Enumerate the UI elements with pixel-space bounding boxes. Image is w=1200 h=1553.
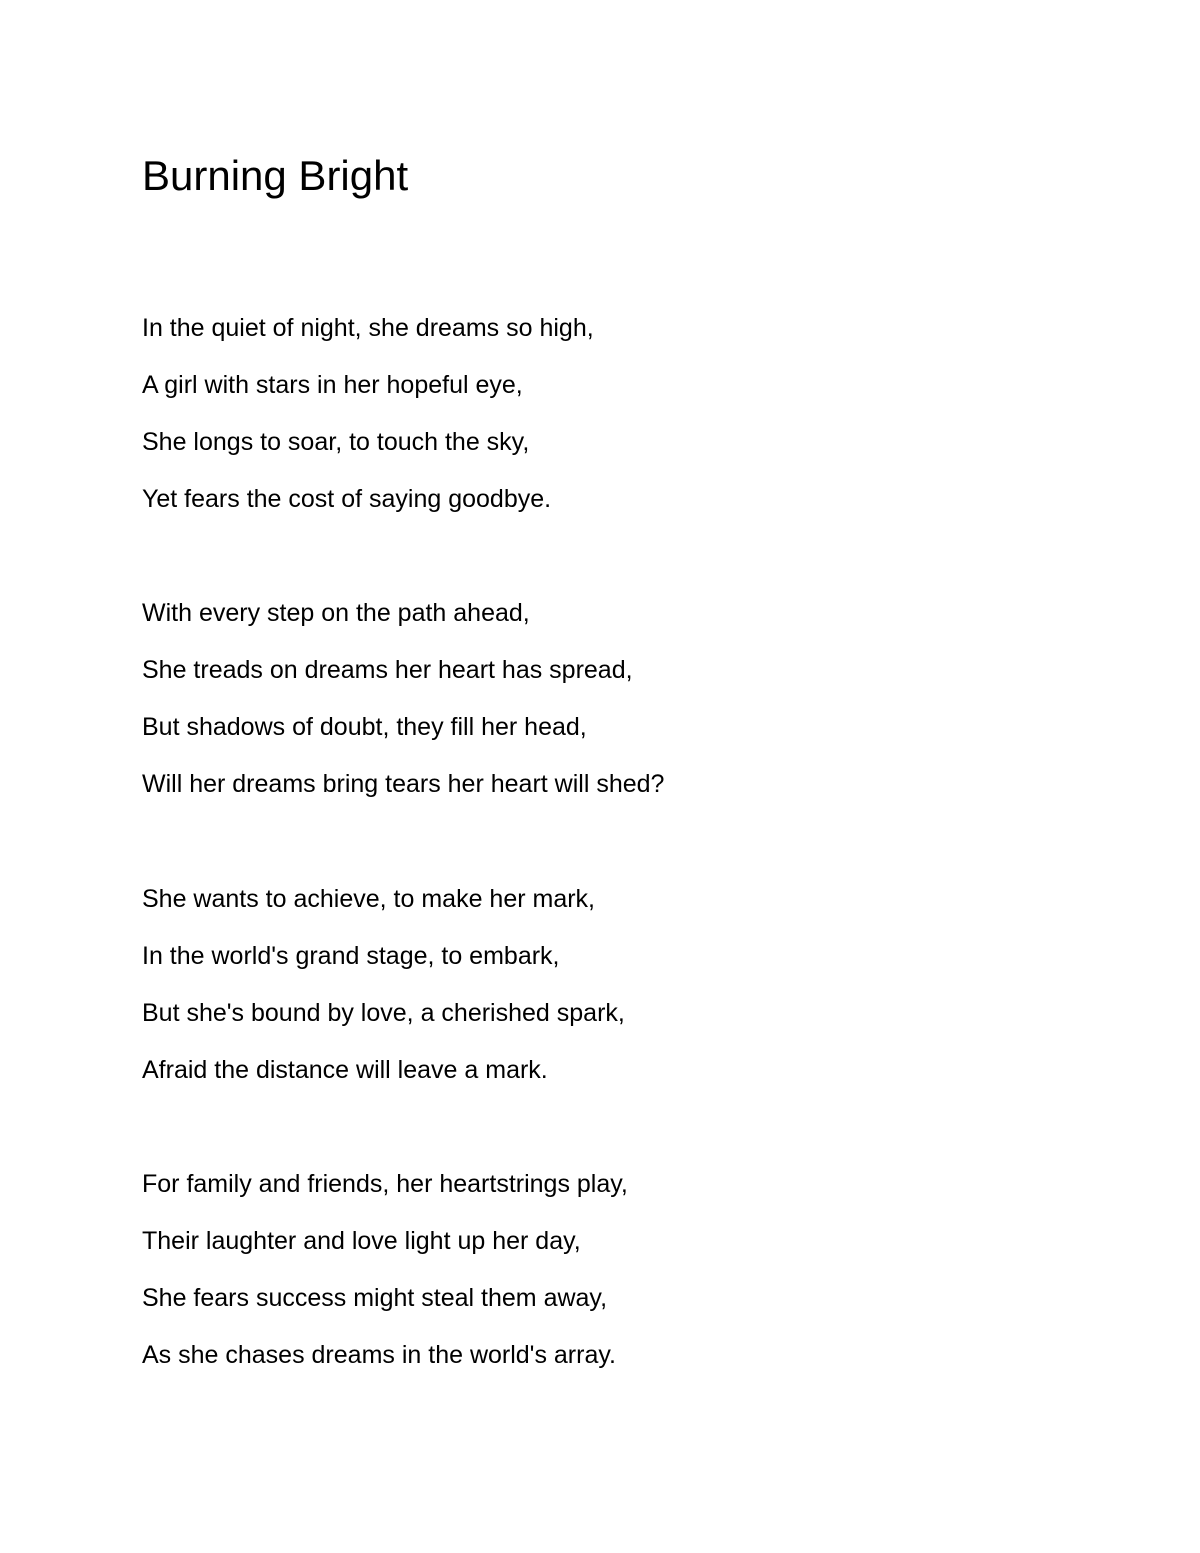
poem-line: Their laughter and love light up her day,: [142, 1227, 581, 1255]
poem-line: For family and friends, her heartstrings play,: [142, 1170, 628, 1198]
poem-line: She wants to achieve, to make her mark,: [142, 885, 595, 913]
poem-line: In the world's grand stage, to embark,: [142, 942, 560, 970]
poem-line: Yet fears the cost of saying goodbye.: [142, 485, 552, 513]
poem-title: Burning Bright: [142, 152, 409, 199]
stanza-2: [142, 585, 664, 813]
stanza-3: [142, 871, 625, 1099]
poem-line: But shadows of doubt, they fill her head,: [142, 713, 587, 741]
poem-line: Will her dreams bring tears her heart will shed?: [142, 770, 665, 798]
poem-line: She treads on dreams her heart has spread,: [142, 656, 633, 684]
poem-line: In the quiet of night, she dreams so high,: [142, 314, 594, 342]
poem-line: But she's bound by love, a cherished spark,: [142, 999, 625, 1027]
poem-line: With every step on the path ahead,: [142, 599, 530, 627]
poem-line: As she chases dreams in the world's array.: [142, 1341, 616, 1369]
poem-line: Afraid the distance will leave a mark.: [142, 1056, 548, 1084]
poem-line: She longs to soar, to touch the sky,: [142, 428, 530, 456]
poem-line: She fears success might steal them away,: [142, 1284, 608, 1312]
stanza-1: [142, 300, 594, 528]
poem-line: A girl with stars in her hopeful eye,: [142, 371, 523, 399]
stanza-4: [142, 1156, 628, 1384]
